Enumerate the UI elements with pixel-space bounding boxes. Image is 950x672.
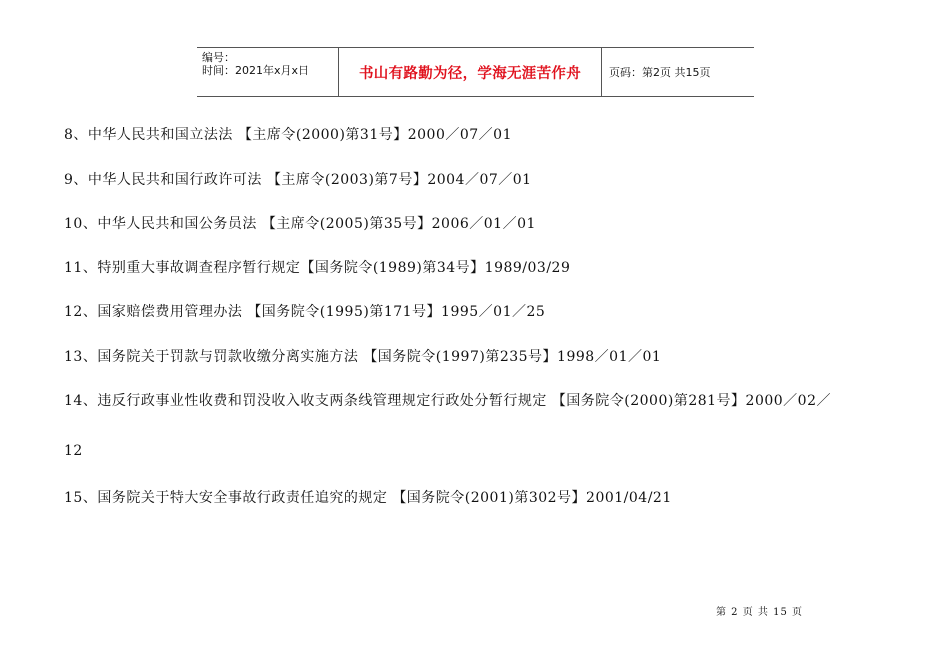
document-date: 时间：2021年x月x日: [202, 64, 310, 77]
regulation-line-9: 9、中华人民共和国行政许可法 【主席令(2003)第7号】2004／07／01: [64, 172, 532, 188]
regulation-line-12: 12、国家赔偿费用管理办法 【国务院令(1995)第171号】1995／01／25: [64, 304, 546, 320]
header-meta: [197, 48, 339, 96]
header-page-info: 页码：第2页 共15页: [609, 66, 711, 79]
regulation-line-13: 13、国务院关于罚款与罚款收缴分离实施方法 【国务院令(1997)第235号】1998／01／01: [64, 349, 662, 365]
page-header: [197, 47, 754, 97]
regulation-line-15: 15、国务院关于特大安全事故行政责任追究的规定 【国务院令(2001)第302号】2001/04/21: [64, 490, 672, 506]
page-footer: 第 2 页 共 15 页: [716, 607, 803, 618]
regulation-line-14: 14、违反行政事业性收费和罚没收入收支两条线管理规定行政处分暂行规定 【国务院令(2000)第281号】2000／02／: [64, 393, 831, 409]
regulation-line-11: 11、特别重大事故调查程序暂行规定【国务院令(1989)第34号】1989/03/29: [64, 260, 571, 276]
regulation-line-10: 10、中华人民共和国公务员法 【主席令(2005)第35号】2006／01／01: [64, 216, 536, 232]
document-number-label: 编号：: [202, 51, 235, 64]
header-motto: 书山有路勤为径，学海无涯苦作舟: [339, 48, 602, 96]
regulation-line-8: 8、中华人民共和国立法法 【主席令(2000)第31号】2000／07／01: [64, 127, 512, 143]
regulation-line-14-continued: 12: [64, 443, 83, 459]
